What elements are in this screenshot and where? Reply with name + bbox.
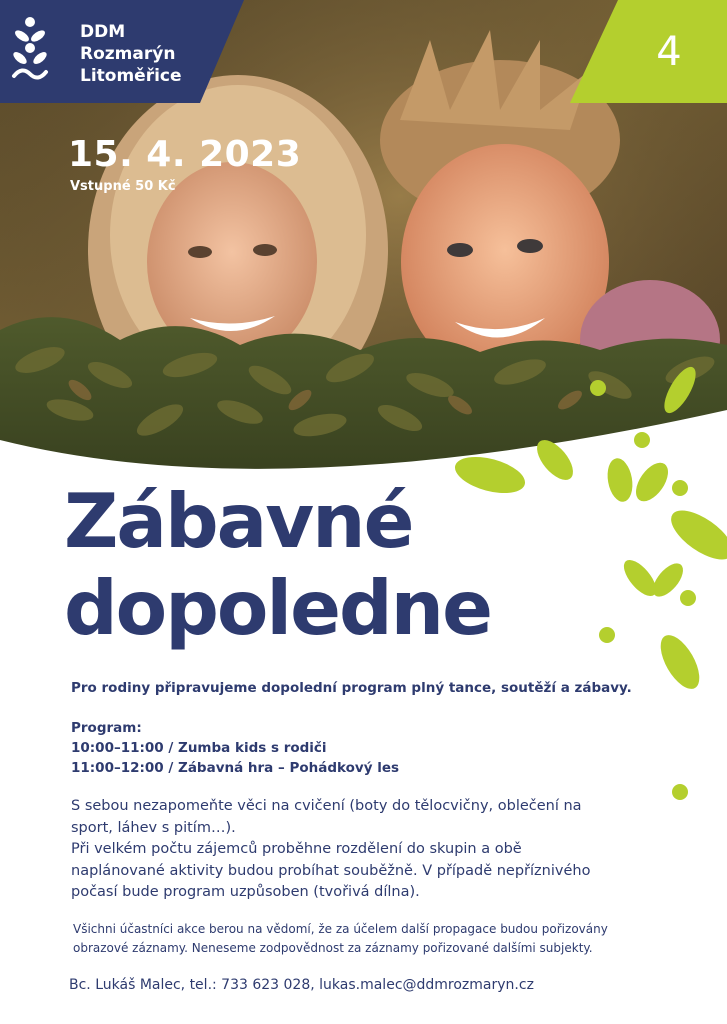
title-line-2: dopoledne bbox=[64, 564, 491, 652]
corner-number: 4 bbox=[656, 29, 682, 75]
program-heading: Program: bbox=[71, 720, 142, 736]
note-line-1: Všichni účastníci akce berou na vědomí, že za účelem další propagace budou pořizovány bbox=[73, 922, 608, 936]
logo-line-1: DDM bbox=[80, 22, 126, 42]
body-line: S sebou nezapomeňte věci na cvičení (boty do tělocvičny, oblečení na bbox=[71, 798, 582, 814]
body-line: naplánované aktivity budou probíhat souběžně. V případě nepříznivého bbox=[71, 862, 591, 879]
event-date: 15. 4. 2023 bbox=[68, 134, 302, 175]
program-item: 11:00–12:00 / Zábavná hra – Pohádkový les bbox=[71, 760, 400, 776]
note-line-2: obrazové záznamy. Neneseme zodpovědnost za záznamy pořizované dalšími subjekty. bbox=[73, 941, 593, 955]
contact-info: Bc. Lukáš Malec, tel.: 733 623 028, lukas.malec@ddmrozmaryn.cz bbox=[69, 977, 534, 993]
body-text bbox=[71, 796, 671, 904]
lead-text: Pro rodiny připravujeme dopolední program plný tance, soutěží a zábavy. bbox=[71, 680, 632, 696]
body-line: počasí bude program uzpůsoben (tvořivá dílna). bbox=[71, 884, 420, 900]
body-line: sport, láhev s pitím…). bbox=[71, 819, 236, 836]
body-line: Při velkém počtu zájemců proběhne rozdělení do skupin a obě bbox=[71, 841, 522, 857]
program-item: 10:00–11:00 / Zumba kids s rodiči bbox=[71, 740, 327, 756]
consent-note bbox=[73, 920, 693, 958]
title-line-1: Zábavné bbox=[64, 477, 413, 565]
logo-line-2: Rozmarýn bbox=[80, 44, 176, 64]
content-block bbox=[71, 678, 671, 904]
entry-fee: Vstupné 50 Kč bbox=[70, 179, 176, 194]
logo-text bbox=[80, 21, 182, 87]
main-title bbox=[64, 478, 491, 652]
logo-line-3: Litoměřice bbox=[80, 66, 182, 86]
